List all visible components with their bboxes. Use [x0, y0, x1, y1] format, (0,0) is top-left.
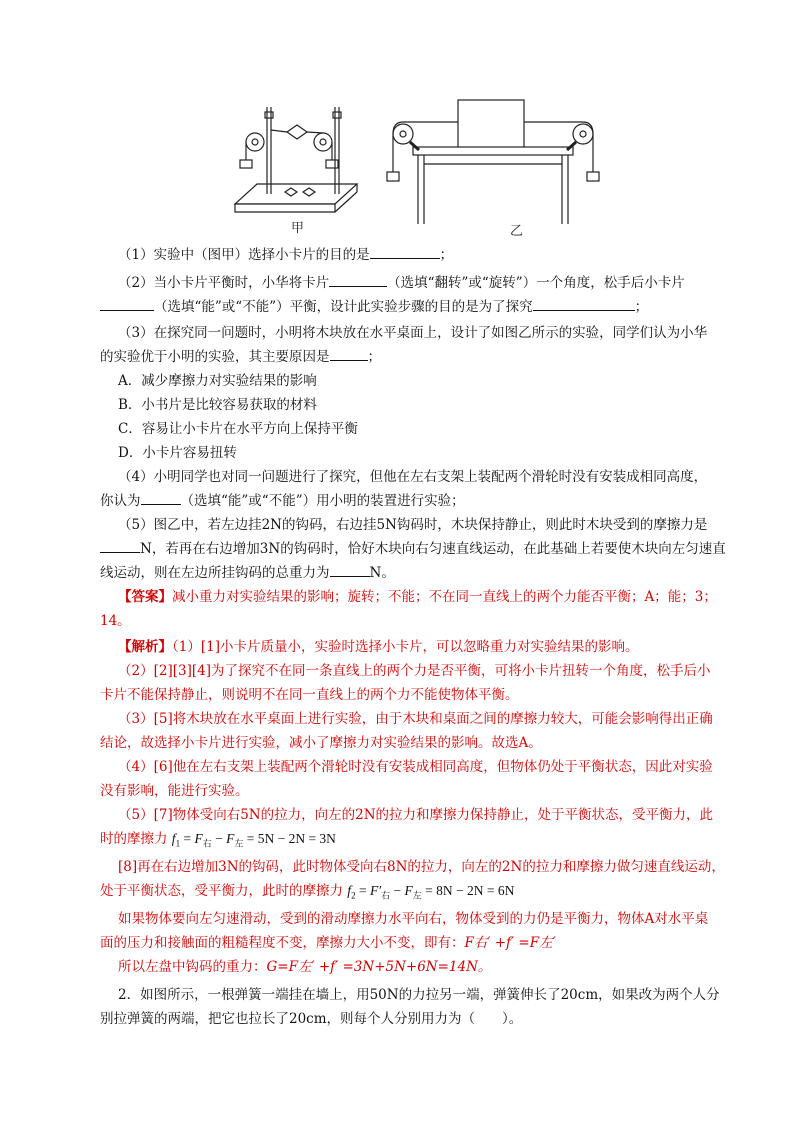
- experiment-diagram: [225, 92, 625, 242]
- analysis-line-9b: 面的压力和接触面的粗糙程度不变，摩擦力大小不变，即有：F右′ +f′ =F左′: [100, 935, 556, 951]
- analysis-line-2a: （2）[2][3][4]为了探究不在同一条直线上的两个力是否平衡，可将小卡片扭转一个角度，松手后小: [118, 663, 711, 679]
- analysis-line-4b: 没有影响，能进行实验。: [100, 783, 249, 799]
- experiment-figure: [225, 92, 625, 242]
- analysis-line-5b: 时的摩擦力 $f_1 = F_右 - F_左 = 5N - 2N = 3N$: [100, 831, 336, 849]
- force-equation: F右′ +f′ =F左′: [464, 935, 556, 951]
- answer-blank-1: [370, 244, 440, 259]
- question-3-line-1: （3）在探究同一问题时，小明将木块放在水平桌面上，设计了如图乙所示的实验，同学们认为小华: [118, 325, 708, 341]
- question-2-line-2: （选填“能”或“不能”）平衡，设计此实验步骤的目的是为了探究 ；: [100, 296, 740, 318]
- answer-blank-6: [141, 490, 181, 505]
- question-5-line-2: N，若再在右边增加3N的钩码时，恰好木块向右匀速直线运动，在此基础上若要使木块向左匀速直: [100, 538, 740, 560]
- friction-formula-2: $f_2 = F'_右 - F_左 = 8N - 2N = 6N$: [347, 883, 515, 901]
- answer-blank-4: [533, 296, 635, 311]
- friction-formula-1: $f_1 = F_右 - F_左 = 5N - 2N = 3N$: [171, 831, 336, 849]
- analysis-line-1: 【解析】（1）[1]小卡片质量小，实验时选择小卡片，可以忽略重力对实验结果的影响。: [118, 639, 639, 655]
- option-d: D．小卡片容易扭转: [118, 445, 237, 461]
- option-c: C．容易让小卡片在水平方向上保持平衡: [118, 421, 358, 437]
- answer-blank-7: [100, 538, 140, 553]
- analysis-line-8b: 处于平衡状态，受平衡力，此时的摩擦力 $f_2 = F'_右 - F_左 = 8N - 2N = 6N$: [100, 883, 515, 901]
- figure-label-jia: 甲: [291, 221, 305, 236]
- question-5-line-1: （5）图乙中，若左边挂2N的钩码，右边挂5N钩码时，木块保持静止，则此时木块受到的摩擦力是: [118, 517, 708, 533]
- question-3-line-2: 的实验优于小明的实验，其主要原因是 ；: [100, 346, 740, 368]
- analysis-line-4a: （4）[6]他在左右支架上装配两个滑轮时没有安装成相同高度，但物体仍处于平衡状态，因此对实验: [118, 759, 713, 775]
- answer-line-2: 14。: [100, 613, 131, 629]
- answer-blank-2: [329, 272, 387, 287]
- analysis-line-8a: [8]再在右边增加3N的钩码，此时物体受向右8N的拉力，向左的2N的拉力和摩擦力做匀速直线运动，: [118, 859, 725, 875]
- analysis-line-9a: 如果物体要向左匀速滑动，受到的滑动摩擦力水平向右，物体受到的力仍是平衡力，物体A对水平桌: [118, 911, 709, 927]
- analysis-line-3b: 结论，故选择小卡片进行实验，减小了摩擦力对实验结果的影响。故选A。: [100, 735, 542, 751]
- question-next-line-2: 别拉弹簧的两端，把它也拉长了20cm，则每个人分别用力为（ ）。: [100, 1011, 523, 1027]
- analysis-tag: 【解析】: [118, 639, 172, 655]
- apparatus-yi: [387, 100, 599, 224]
- question-5-line-3: 线运动，则在左边所挂钩码的总重力为 N。: [100, 562, 740, 584]
- question-next-line-1: 2．如图所示，一根弹簧一端挂在墙上，用50N的力拉另一端，弹簧伸长了20cm，如果改为两个人分: [118, 987, 720, 1003]
- answer-blank-8: [330, 562, 370, 577]
- answer-tag: 【答案】: [118, 589, 172, 605]
- analysis-line-5a: （5）[7]物体受向右5N的拉力，向左的2N的拉力和摩擦力保持静止，处于平衡状态，受平衡力，此: [118, 807, 714, 823]
- question-4-line-1: （4）小明同学也对同一问题进行了探究，但他在左右支架上装配两个滑轮时没有安装成相同高度，: [118, 469, 708, 485]
- weight-equation: G=F左′ +f′ =3N+5N+6N=14N。: [266, 959, 492, 975]
- apparatus-jia: [235, 107, 357, 212]
- analysis-line-10: 所以左盘中钩码的重力：G=F左′ +f′ =3N+5N+6N=14N。: [118, 959, 492, 975]
- answer-blank-3: [100, 296, 154, 311]
- question-4-line-2: 你认为 （选填“能”或“不能”）用小明的装置进行实验；: [100, 490, 740, 512]
- answer-blank-5: [330, 346, 368, 361]
- analysis-line-2b: 卡片不能保持静止，则说明不在同一直线上的两个力不能使物体平衡。: [100, 687, 519, 703]
- question-2-line-1: （2）当小卡片平衡时，小华将卡片 （选填“翻转”或“旋转”）一个角度，松手后小卡片: [118, 272, 758, 294]
- question-1: （1）实验中（图甲）选择小卡片的目的是 ；: [118, 244, 758, 266]
- answer-line-1: 【答案】减小重力对实验结果的影响；旋转；不能；不在同一直线上的两个力能否平衡；A；能；3；: [118, 589, 717, 605]
- option-b: B．小书片是比较容易获取的材料: [118, 397, 317, 413]
- analysis-line-3a: （3）[5]将木块放在水平桌面上进行实验，由于木块和桌面之间的摩擦力较大，可能会影响得出正确: [118, 711, 713, 727]
- figure-label-yi: 乙: [510, 224, 524, 239]
- option-a: A．减少摩擦力对实验结果的影响: [118, 373, 317, 389]
